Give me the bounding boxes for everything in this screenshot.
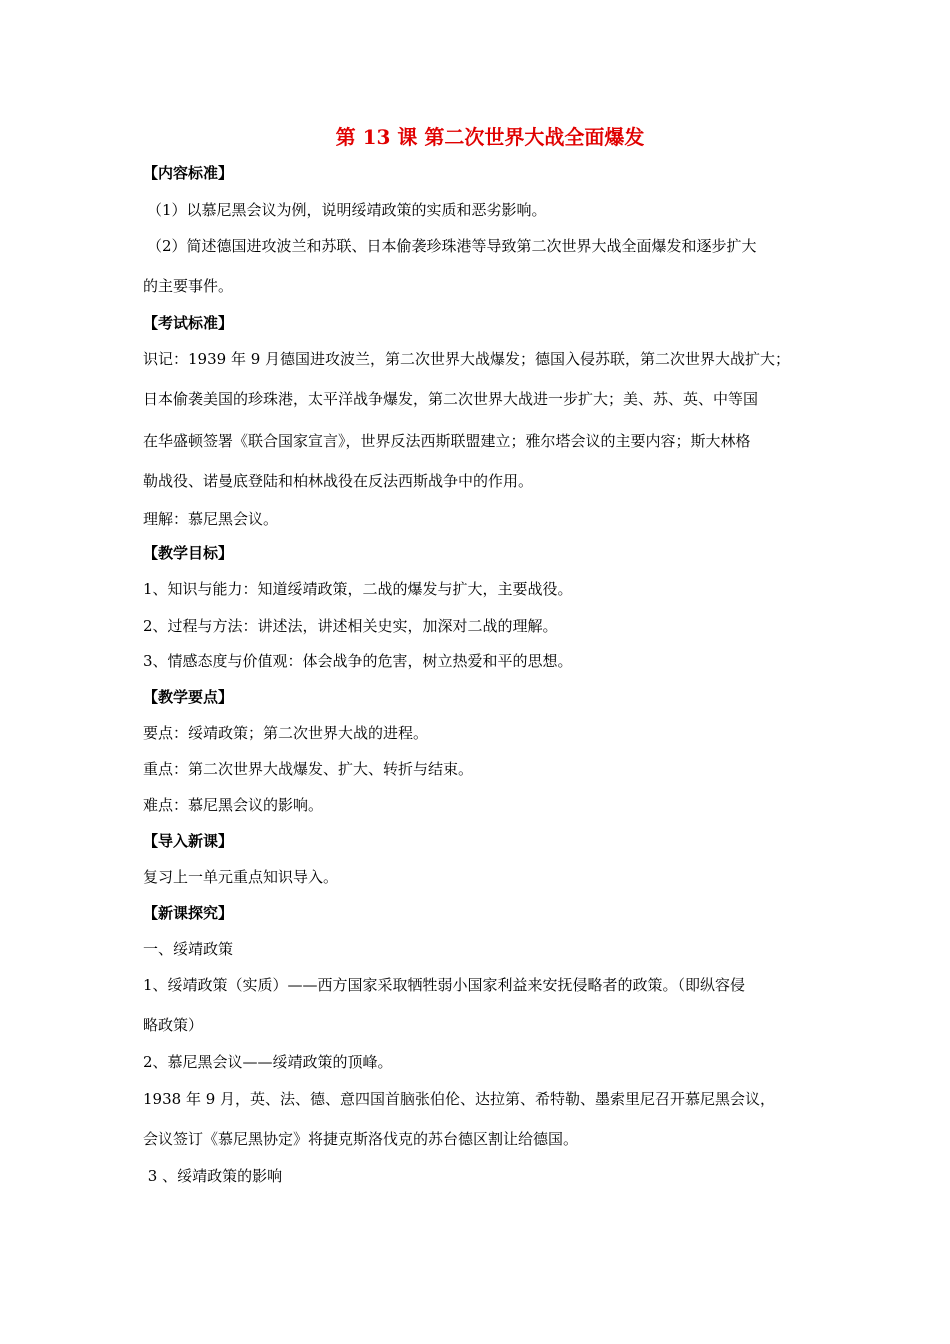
section-heading-teaching-goals: 【教学目标】 xyxy=(143,544,234,562)
text-line: （2）简述德国进攻波兰和苏联、日本偷袭珍珠港等导致第二次世界大战全面爆发和逐步扩大 xyxy=(147,237,757,255)
text-line: 1、绥靖政策（实质）——西方国家采取牺牲弱小国家利益来安抚侵略者的政策。（即纵容侵 xyxy=(143,976,746,994)
section-heading-new-lesson: 【新课探究】 xyxy=(143,904,234,922)
text-line: 难点：慕尼黑会议的影响。 xyxy=(143,796,324,814)
text-line: 在华盛顿签署《联合国家宣言》，世界反法西斯联盟建立；雅尔塔会议的主要内容；斯大林格 xyxy=(143,432,751,450)
text-line: 2、过程与方法：讲述法，讲述相关史实，加深对二战的理解。 xyxy=(143,617,558,635)
text-line: 一、绥靖政策 xyxy=(143,940,234,958)
text-line: 3 、绥靖政策的影响 xyxy=(143,1167,283,1185)
text-line: 1938 年 9 月，英、法、德、意四国首脑张伯伦、达拉第、希特勒、墨索里尼召开慕尼黑会议， xyxy=(143,1090,776,1108)
text-line: 理解：慕尼黑会议。 xyxy=(143,510,279,528)
section-heading-introduction: 【导入新课】 xyxy=(143,832,234,850)
text-line: 略政策） xyxy=(143,1016,204,1034)
text-line: 要点：绥靖政策；第二次世界大战的进程。 xyxy=(143,724,429,742)
text-line: （1）以慕尼黑会议为例，说明绥靖政策的实质和恶劣影响。 xyxy=(147,201,547,219)
text-line: 1、知识与能力：知道绥靖政策，二战的爆发与扩大，主要战役。 xyxy=(143,580,573,598)
text-line: 重点：第二次世界大战爆发、扩大、转折与结束。 xyxy=(143,760,474,778)
text-line: 复习上一单元重点知识导入。 xyxy=(143,868,339,886)
document-title: 第 13 课 第二次世界大战全面爆发 xyxy=(335,125,645,149)
section-heading-exam-standard: 【考试标准】 xyxy=(143,314,234,332)
text-line: 日本偷袭美国的珍珠港，太平洋战争爆发，第二次世界大战进一步扩大；美、苏、英、中等国 xyxy=(143,390,759,408)
section-heading-teaching-points: 【教学要点】 xyxy=(143,688,234,706)
text-line: 识记：1939 年 9 月德国进攻波兰，第二次世界大战爆发；德国入侵苏联，第二次世界大战扩大； xyxy=(143,350,791,368)
section-heading-content-standard: 【内容标准】 xyxy=(143,164,234,182)
text-line: 3、情感态度与价值观：体会战争的危害，树立热爱和平的思想。 xyxy=(143,652,573,670)
text-line: 会议签订《慕尼黑协定》将捷克斯洛伐克的苏台德区割让给德国。 xyxy=(143,1130,579,1148)
text-line: 2、慕尼黑会议——绥靖政策的顶峰。 xyxy=(143,1053,393,1071)
text-line: 勒战役、诺曼底登陆和柏林战役在反法西斯战争中的作用。 xyxy=(143,472,534,490)
text-line: 的主要事件。 xyxy=(143,277,234,295)
